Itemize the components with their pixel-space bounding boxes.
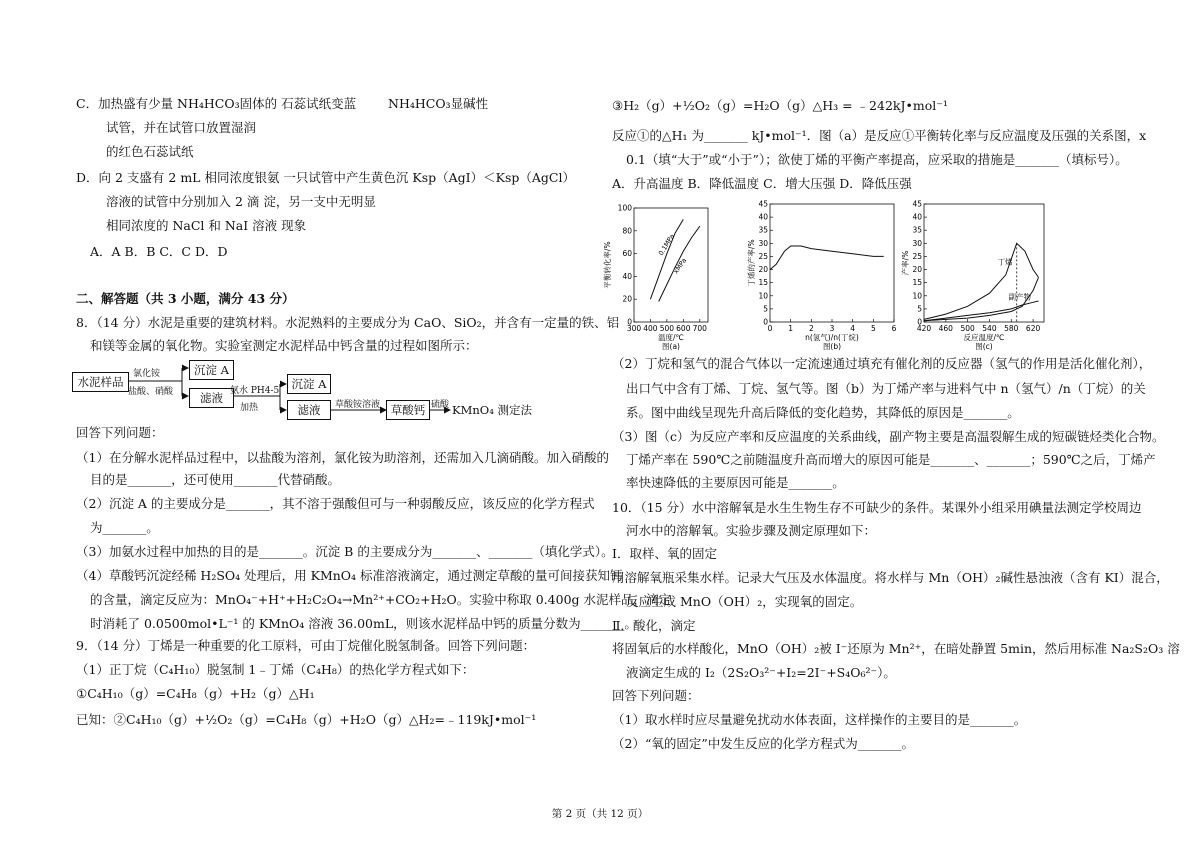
chart-caption: 图(a) [662,342,680,351]
q10-line2: 河水中的溶解氧。实验步骤及测定原理如下： [626,523,877,538]
flow-reagent3: 草酸铵溶液 [335,400,381,410]
flow-end: KMnO₄ 测定法 [452,403,532,417]
q9-part3-line1: （3）图（c）为反应产率和反应温度的关系曲线，副产物主要是高温裂解生成的短碳链烃类化合物。 [612,429,1165,444]
option-c-line3: 的红色石蕊试纸 [106,144,194,159]
flow-reagent1-top: 氯化铵 [133,369,161,379]
q8-part1-line2: 目的是_______，还可使用_______代替硝酸。 [90,472,341,487]
q9-eq3: ③H₂（g）+½O₂（g）=H₂O（g）△H₃ = ﹣242kJ•mol⁻¹ [612,98,948,113]
plot-frame [634,208,708,322]
series-line-0 [924,243,1039,319]
flow-reagent2-bottom: 加热 [240,403,259,413]
q9-line-x: 0.1（填“大于”或“小于”）；欲使丁烯的平衡产率提高，应采取的措施是_______（填标号）。 [626,152,1128,167]
y-tick-label: 20 [622,294,632,304]
y-tick-label: 5 [917,304,922,314]
x-tick-label: 400 [643,324,658,333]
x-axis-label: n(氢气)/n(丁烷) [805,333,859,342]
q9-part2-line2: 出口气中含有丁烯、丁烷、氢气等。图（b）为丁烯产率与进料气中 n（氢气）/n（丁烷）的关 [626,381,1146,396]
chart-b [748,196,898,351]
q9-eq2: 已知：②C₄H₁₀（g）+½O₂（g）=C₄H₈（g）+H₂O（g）△H₂=﹣119kJ•mol⁻¹ [76,712,537,727]
q10-step2-title: Ⅱ．酸化，滴定 [612,618,696,633]
x-tick-label: 300 [626,324,642,333]
q9-eq1: ①C₄H₁₀（g）=C₄H₈（g）+H₂（g）△H₁ [76,686,315,701]
y-tick-label: 10 [758,291,768,301]
flow-sample: 水泥样品 [72,372,129,392]
y-tick-label: 35 [912,225,922,235]
x-tick-label: 4 [850,324,856,333]
q9-part3-line2: 丁烯产率在 590℃之前随温度升高而增大的原因可能是_______、_______；590℃之后，丁烯产 [626,452,1156,467]
q9-part1: （1）正丁烷（C₄H₁₀）脱氢制 1﹣丁烯（C₄H₈）的热化学方程式如下： [76,662,475,677]
series-line-2 [924,301,1039,321]
y-tick-label: 0 [917,317,922,327]
option-d-line2: 溶液的试管中分别加入 2 滴 淀，另一支中无明显 [106,194,376,209]
series-label-0: 0.1MPa [656,232,677,257]
series-line-0 [650,219,683,299]
option-c-line1: C．加热盛有少量 NH₄HCO₃固体的 石蕊试纸变蓝 [76,96,357,111]
q9-line-dh1: 反应①的△H₁ 为_______ kJ•mol⁻¹．图（a）是反应①平衡转化率与反应温度及压强的关系图，x [612,128,1147,143]
q8-line1: 8．（14 分）水泥是重要的建筑材料。水泥熟料的主要成分为 CaO、SiO₂，并含有一定量的铁、铝 [76,315,620,330]
option-c-conclusion: NH₄HCO₃显碱性 [388,96,489,111]
y-tick-label: 25 [912,251,922,261]
q10-step1-title: Ⅰ．取样、氧的固定 [612,546,717,561]
flow-reagent1-bottom: 盐酸、硝酸 [128,387,174,397]
x-axis-label: 温度/℃ [658,333,684,342]
x-tick-label: 600 [676,324,691,333]
annotation-butene: 丁烯 [997,257,1013,267]
y-tick-label: 0 [627,317,632,327]
q10-part2: （2）“氧的固定”中发生反应的化学方程式为_______。 [612,736,914,751]
y-axis-label: 丁烯的产率/% [747,239,756,287]
flow-filtrate1: 滤液 [189,388,234,408]
q8-part4-line3: 时消耗了 0.0500mol•L⁻¹ 的 KMnO₄ 溶液 36.00mL，则该水泥样品中钙的质量分数为_______。 [90,616,637,631]
y-tick-label: 40 [758,212,768,222]
q9-part2-line3: 系。图中曲线呈现先升高后降低的变化趋势，其降低的原因是_______。 [626,405,1020,420]
q8-part1-line1: （1）在分解水泥样品过程中，以盐酸为溶剂，氯化铵为助溶剂，还需加入几滴硝酸。加入硝酸的 [76,450,609,465]
x-tick-label: 420 [916,324,932,333]
x-axis-label: 反应温度/℃ [963,333,1005,342]
flow-filtrate2: 滤液 [287,400,331,420]
q10-line1: 10．（15 分）水中溶解氧是水生生物生存不可缺少的条件。某课外小组采用碘量法测定学校周边 [612,500,1142,515]
q10-step1-line1: 用溶解氧瓶采集水样。记录大气压及水体温度。将水样与 Mn（OH）₂碱性悬浊液（含有 KI）混合， [612,570,1169,585]
chart-caption: 图(c) [975,342,993,351]
q10-part1: （1）取水样时应尽量避免扰动水体表面，这样操作的主要目的是_______。 [612,712,1027,727]
y-tick-label: 80 [622,226,632,236]
y-tick-label: 100 [617,203,632,213]
flow-ppt-a2: 沉淀 A [287,374,331,394]
q10-step2-line1: 将固氧后的水样酸化，MnO（OH）₂被 I⁻还原为 Mn²⁺，在暗处静置 5min，然后用标准 Na₂S₂O₃ 溶 [612,641,1180,656]
q9-options: A．升高温度 B．降低温度 C．增大压强 D．降低压强 [612,176,912,191]
y-tick-label: 20 [912,265,922,275]
section-heading: 二、解答题（共 3 小题，满分 43 分） [76,291,295,306]
x-tick-label: 6 [891,324,897,333]
y-tick-label: 40 [912,212,922,222]
y-tick-label: 5 [763,304,768,314]
q10-step2-line2: 液滴定生成的 I₂（2S₂O₃²⁻+I₂=2I⁻+S₄O₆²⁻）。 [626,665,896,680]
q8-prompt: 回答下列问题： [76,425,164,440]
y-tick-label: 30 [912,238,922,248]
q9-line1: 9．（14 分）丁烯是一种重要的化工原料，可由丁烷催化脱氢制备。回答下列问题： [76,638,536,653]
answer-choices: A．A B．B C．C D．D [90,244,228,259]
x-tick-label: 540 [982,324,997,333]
y-axis-label: 产率/% [901,250,910,276]
x-tick-label: 5 [870,324,876,333]
x-tick-label: 500 [960,324,975,333]
option-d-line1: D．向 2 支盛有 2 mL 相同浓度银氨 一只试管中产生黄色沉 Ksp（AgI）＜Ksp（AgCl） [76,170,575,185]
q8-part3: （3）加氨水过程中加热的目的是_______。沉淀 B 的主要成分为_______、_______（填化学式）。 [76,544,614,559]
q8-part4-line1: （4）草酸钙沉淀经稀 H₂SO₄ 处理后，用 KMnO₄ 标准溶液滴定，通过测定草酸的量可间接获知钙 [76,568,623,583]
y-tick-label: 30 [758,238,768,248]
y-tick-label: 10 [912,291,922,301]
x-tick-label: 2 [808,324,814,333]
chart-a [604,196,712,351]
chart-caption: 图(b) [822,342,842,351]
x-tick-label: 1 [788,324,794,333]
flow-reagent2-top: 氨水 PH4-5 [230,386,280,396]
y-tick-label: 35 [758,225,768,235]
q10-prompt: 回答下列问题： [612,688,700,703]
flow-reagent4: 硫酸 [431,400,450,410]
x-tick-label: 460 [938,324,953,333]
y-tick-label: 25 [758,251,768,261]
y-tick-label: 0 [763,317,768,327]
y-tick-label: 20 [758,265,768,275]
annotation-byproduct: 副产物 [1008,292,1032,302]
q9-part3-line3: 率快速降低的主要原因可能是_______。 [626,475,845,490]
option-d-line3: 相同浓度的 NaCl 和 NaI 溶液 现象 [106,218,307,233]
y-tick-label: 15 [912,278,922,288]
q9-part2-line1: （2）丁烷和氢气的混合气体以一定流速通过填充有催化剂的反应器（氢气的作用是活化催化剂）， [612,356,1152,371]
x-tick-label: 3 [829,324,835,333]
x-tick-label: 0 [767,324,773,333]
x-tick-label: 620 [1025,324,1041,333]
q8-part2-line1: （2）沉淀 A 的主要成分是_______，其不溶于强酸但可与一种弱酸反应，该反应的化学方程式 [76,496,595,511]
q10-step1-line2: 反应生成 MnO（OH）₂，实现氧的固定。 [626,594,863,609]
y-tick-label: 45 [912,199,922,209]
q8-part2-line2: 为_______。 [90,520,159,535]
flow-ppt-a1: 沉淀 A [189,360,234,380]
series-line-0 [770,246,884,270]
option-c-line2: 试管，并在试管口放置湿润 [106,120,257,135]
plot-frame [770,204,894,322]
flow-calcium-oxalate: 草酸钙 [386,400,430,420]
y-tick-label: 45 [758,199,768,209]
x-tick-label: 500 [659,324,675,333]
y-tick-label: 60 [622,249,632,259]
chart-c [902,196,1048,351]
q8-line2: 和镁等金属的氧化物。实验室测定水泥样品中钙含量的过程如图所示： [90,338,478,353]
page-footer: 第 2 页（共 12 页） [551,808,649,820]
y-tick-label: 40 [622,271,632,281]
x-tick-label: 580 [1004,324,1019,333]
y-axis-label: 平衡转化率/% [603,241,612,289]
q8-part4-line2: 的含量，滴定反应为：MnO₄⁻+H⁺+H₂C₂O₄→Mn²⁺+CO₂+H₂O。实验中称取 0.400g 水泥样品，滴定 [90,592,671,607]
y-tick-label: 15 [758,278,768,288]
x-tick-label: 700 [692,324,707,333]
series-label-1: xMPa [671,256,689,276]
